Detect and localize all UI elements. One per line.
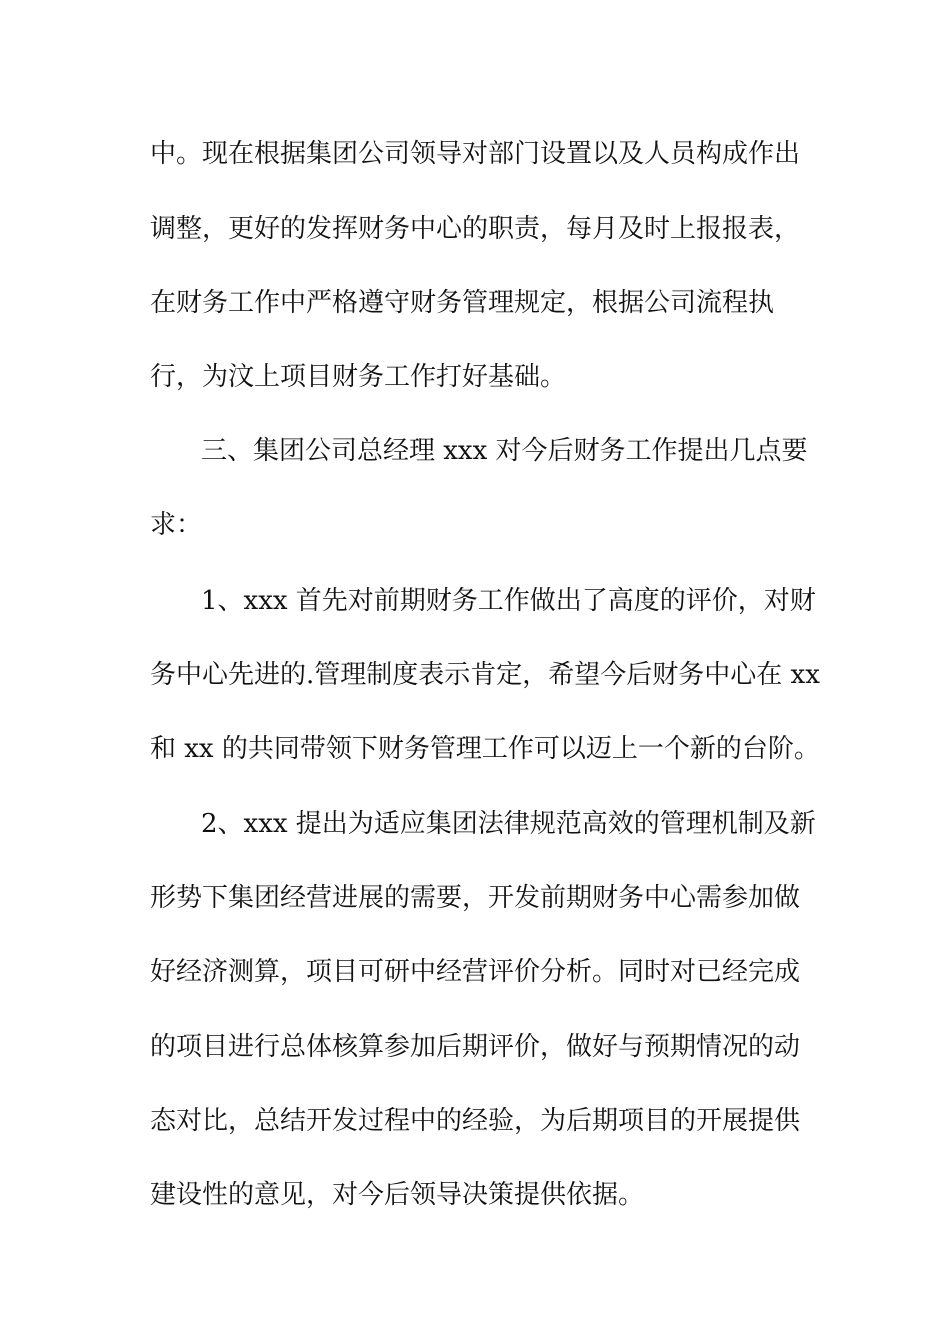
list-item-line: 2、xxx 提出为适应集团法律规范高效的管理机制及新 bbox=[201, 809, 816, 839]
list-item-line: 1、xxx 首先对前期财务工作做出了高度的评价，对财 bbox=[201, 586, 816, 616]
paragraph-line: 中。现在根据集团公司领导对部门设置以及人员构成作出 bbox=[150, 139, 801, 169]
list-item-line: 建设性的意见，对今后领导决策提供依据。 bbox=[150, 1180, 645, 1210]
paragraph-line: 行，为汶上项目财务工作打好基础。 bbox=[150, 362, 567, 392]
list-item-line: 好经济测算，项目可研中经营评价分析。同时对已经完成 bbox=[150, 957, 801, 987]
list-item-line: 的项目进行总体核算参加后期评价，做好与预期情况的动 bbox=[150, 1032, 801, 1062]
list-item-line: 态对比，总结开发过程中的经验，为后期项目的开展提供 bbox=[150, 1106, 801, 1136]
list-item-line: 务中心先进的.管理制度表示肯定，希望今后财务中心在 xx bbox=[150, 660, 820, 690]
section-heading-line: 三、集团公司总经理 xxx 对今后财务工作提出几点要 bbox=[201, 436, 808, 466]
list-item-line: 和 xx 的共同带领下财务管理工作可以迈上一个新的台阶。 bbox=[150, 734, 820, 764]
paragraph-line: 在财务工作中严格遵守财务管理规定，根据公司流程执 bbox=[150, 288, 775, 318]
section-heading-line: 求： bbox=[150, 510, 203, 540]
paragraph-line: 调整，更好的发挥财务中心的职责，每月及时上报报表， bbox=[150, 214, 801, 244]
list-item-line: 形势下集团经营进展的需要，开发前期财务中心需参加做 bbox=[150, 883, 801, 913]
